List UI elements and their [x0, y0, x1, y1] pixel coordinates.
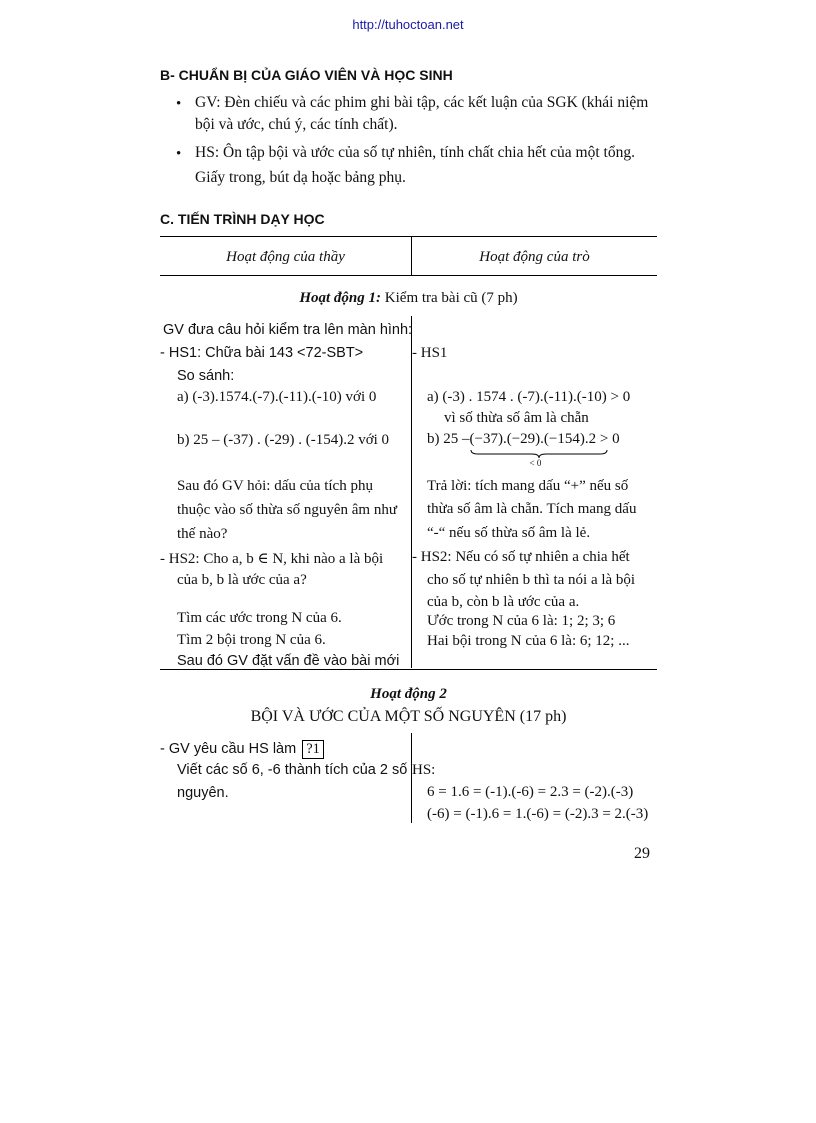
exercise-box: ?1	[302, 740, 324, 759]
gv-transition: Sau đó GV đặt vấn đề vào bài mới	[177, 653, 400, 669]
activity1-description: Kiểm tra bài cũ (7 ph)	[381, 290, 518, 306]
question-b: b) 25 – (-37) . (-29) . (-154).2 với 0	[177, 432, 390, 448]
gv-follow-up-line2: thuộc vào số thừa số nguyên âm như	[177, 502, 397, 518]
hs2-answer-line3: của b, còn b là ước của a.	[427, 594, 580, 610]
header-bottom-rule	[160, 275, 657, 276]
hs2-question-line2: của b, b là ước của a?	[177, 572, 307, 588]
hs1-answer-label: - HS1	[412, 345, 448, 361]
underbrace-label: < 0	[529, 458, 542, 468]
hs1-task: - HS1: Chữa bài 143 <72-SBT>	[160, 345, 364, 361]
bullet-dot: •	[176, 146, 182, 162]
header-url[interactable]: http://tuhoctoan.net	[352, 17, 464, 32]
answer-b-suffix: > 0	[596, 431, 620, 447]
sign-answer-line3: “-“ nếu số thừa số âm là lẻ.	[427, 525, 591, 541]
activity2-task-line1: Viết các số 6, -6 thành tích của 2 số	[177, 762, 408, 778]
answer-a-reason: vì số thừa số âm là chẵn	[444, 410, 589, 426]
gv-preparation-line1: GV: Đèn chiếu và các phim ghi bài tập, các kết luận của SGK (khái niệm	[195, 94, 649, 111]
find-divisors-task: Tìm các ước trong N của 6.	[177, 610, 342, 626]
gv-follow-up-line3: thế nào?	[177, 526, 228, 542]
bullet-dot: •	[176, 96, 182, 112]
divisors-answer: Ước trong N của 6 là: 1; 2; 3; 6	[427, 613, 616, 629]
hs-preparation-line1: HS: Ôn tập bội và ước của số tự nhiên, tính chất chia hết của một tổng.	[195, 144, 635, 161]
activity2-gv-request	[160, 740, 324, 759]
hs-preparation-line2: Giấy trong, bút dạ hoặc bảng phụ.	[195, 169, 406, 186]
sign-answer-line1: Trả lời: tích mang dấu “+” nếu số	[427, 478, 629, 494]
gv-follow-up-line1-text: Sau đó GV hỏi: dấu của tích phụ	[177, 478, 373, 494]
hs2-question-line1: - HS2: Cho a, b ∈ N, khi nào a là bội	[160, 551, 384, 567]
sign-answer-line2: thừa số âm là chẵn. Tích mang dấu	[427, 501, 637, 517]
activity2-request-text: - GV yêu cầu HS làm	[160, 741, 297, 757]
activity1-bottom-rule	[160, 669, 657, 670]
gv-follow-up-line1	[177, 478, 407, 495]
section-c-heading: C. TIẾN TRÌNH DẠY HỌC	[160, 211, 325, 227]
answer-a: a) (-3) . 1574 . (-7).(-11).(-10) > 0	[427, 389, 631, 405]
answer-b-braced-term	[469, 431, 597, 468]
answer-b	[427, 431, 620, 468]
compare-label: So sánh:	[177, 368, 235, 384]
factorization-minus6: (-6) = (-1).6 = 1.(-6) = (-2).3 = 2.(-3)	[427, 806, 649, 822]
activity1-label: Hoạt động 1:	[299, 290, 382, 306]
activity2-hs-label: HS:	[412, 762, 436, 778]
gv-preparation-line2: bội và ước, chú ý, các tính chất).	[195, 116, 398, 133]
activity2-subtitle: BỘI VÀ ƯỚC CỦA MỘT SỐ NGUYÊN (17 ph)	[250, 708, 567, 725]
table-top-rule	[160, 236, 657, 237]
teacher-column-header: Hoạt động của thầy	[226, 249, 345, 265]
answer-b-prefix: b) 25 –	[427, 431, 470, 447]
factorization-6: 6 = 1.6 = (-1).(-6) = 2.3 = (-2).(-3)	[427, 784, 634, 800]
gv-question-intro: GV đưa câu hỏi kiểm tra lên màn hình:	[163, 322, 413, 338]
answer-b-braced-expression: (−37).(−29).(−154).2	[469, 431, 597, 447]
student-column-header: Hoạt động của trò	[479, 249, 590, 265]
question-a: a) (-3).1574.(-7).(-11).(-10) với 0	[177, 389, 377, 405]
find-multiples-task: Tìm 2 bội trong N của 6.	[177, 632, 326, 648]
activity2-title: Hoạt động 2	[370, 686, 447, 702]
hs2-answer-line2: cho số tự nhiên b thì ta nói a là bội	[427, 572, 636, 588]
activity2-task-line2: nguyên.	[177, 785, 229, 801]
hs2-answer-line1: - HS2: Nếu có số tự nhiên a chia hết	[412, 549, 630, 565]
activity1-column-divider	[411, 316, 412, 668]
activity1-title	[160, 290, 657, 307]
section-b-heading: B- CHUẨN BỊ CỦA GIÁO VIÊN VÀ HỌC SINH	[160, 67, 453, 83]
page-number: 29	[634, 845, 650, 862]
multiples-answer: Hai bội trong N của 6 là: 6; 12; ...	[427, 633, 630, 649]
